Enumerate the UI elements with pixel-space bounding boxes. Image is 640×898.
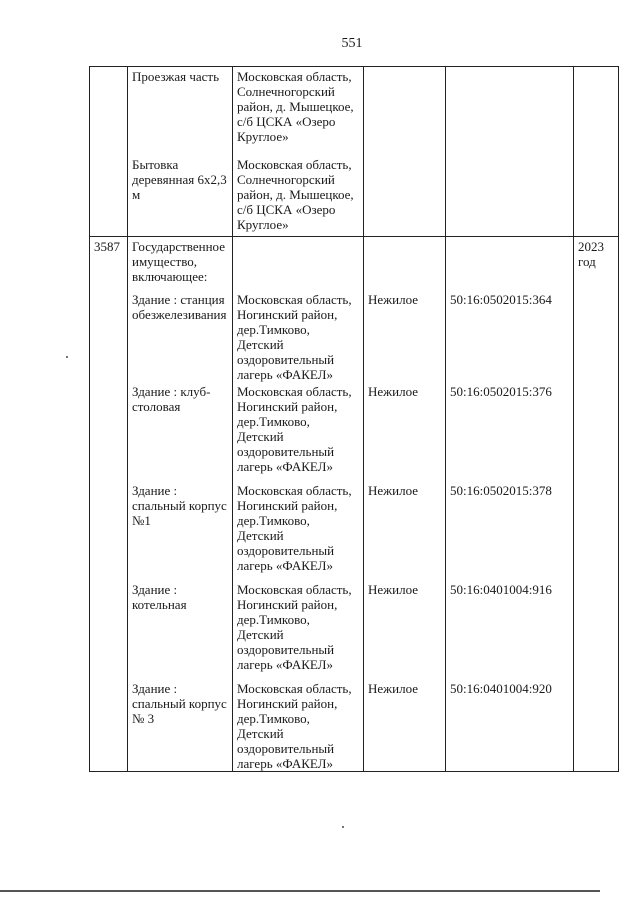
address-cell: Московская область, Солнечногорский район, д. Мышецкое, с/б ЦСКА «Озеро Круглое» (233, 155, 364, 237)
address-cell (233, 237, 364, 290)
item-name-cell: Здание : клуб-столовая (128, 382, 233, 481)
kind-cell (364, 155, 446, 237)
kind-cell: Нежилое (364, 290, 446, 382)
table-row (90, 580, 619, 679)
item-name-cell: Здание : спальный корпус №1 (128, 481, 233, 580)
year-cell (574, 155, 619, 237)
item-name-cell: Здание : станция обезжелезивания (128, 290, 233, 382)
item-name-cell: Здание : спальный корпус № 3 (128, 679, 233, 772)
kind-cell: Нежилое (364, 679, 446, 772)
cadastral-number-cell (446, 67, 574, 155)
address-cell: Московская область, Ногинский район, дер.Тимково, Детский оздоровительный лагерь «ФАКЕЛ» (233, 481, 364, 580)
address-cell: Московская область, Ногинский район, дер.Тимково, Детский оздоровительный лагерь «ФАКЕЛ» (233, 382, 364, 481)
kind-cell: Нежилое (364, 382, 446, 481)
kind-cell: Нежилое (364, 580, 446, 679)
table-row (90, 481, 619, 580)
year-cell (574, 580, 619, 679)
table-row (90, 382, 619, 481)
year-cell (574, 679, 619, 772)
address-cell: Московская область, Ногинский район, дер.Тимково, Детский оздоровительный лагерь «ФАКЕЛ» (233, 679, 364, 772)
row-number-cell (90, 67, 128, 155)
cadastral-number-cell (446, 237, 574, 290)
scan-edge-line (0, 890, 600, 892)
cadastral-number-cell: 50:16:0502015:378 (446, 481, 574, 580)
cadastral-number-cell: 50:16:0401004:920 (446, 679, 574, 772)
year-cell (574, 481, 619, 580)
row-number-cell (90, 580, 128, 679)
address-cell: Московская область, Солнечногорский район, д. Мышецкое, с/б ЦСКА «Озеро Круглое» (233, 67, 364, 155)
year-cell (574, 290, 619, 382)
address-cell: Московская область, Ногинский район, дер.Тимково, Детский оздоровительный лагерь «ФАКЕЛ» (233, 290, 364, 382)
kind-cell (364, 67, 446, 155)
cadastral-number-cell: 50:16:0502015:376 (446, 382, 574, 481)
item-name-cell: Бытовка деревянная 6х2,3 м (128, 155, 233, 237)
row-number-cell (90, 290, 128, 382)
item-name-cell: Здание : котельная (128, 580, 233, 679)
scan-speck (66, 356, 68, 358)
table-row (90, 237, 619, 290)
row-number-cell (90, 679, 128, 772)
table-row (90, 155, 619, 237)
property-registry-table (89, 66, 619, 772)
table-row (90, 290, 619, 382)
year-cell (574, 382, 619, 481)
row-number-cell (90, 155, 128, 237)
year-cell (574, 67, 619, 155)
address-cell: Московская область, Ногинский район, дер.Тимково, Детский оздоровительный лагерь «ФАКЕЛ» (233, 580, 364, 679)
row-number-cell: 3587 (90, 237, 128, 290)
row-number-cell (90, 481, 128, 580)
cadastral-number-cell: 50:16:0401004:916 (446, 580, 574, 679)
cadastral-number-cell: 50:16:0502015:364 (446, 290, 574, 382)
kind-cell (364, 237, 446, 290)
table-row (90, 679, 619, 772)
table-row (90, 67, 619, 155)
year-cell: 2023 год (574, 237, 619, 290)
item-name-cell: Государственное имущество, включающее: (128, 237, 233, 290)
item-name-cell: Проезжая часть (128, 67, 233, 155)
page-number: 551 (341, 36, 363, 51)
kind-cell: Нежилое (364, 481, 446, 580)
row-number-cell (90, 382, 128, 481)
scan-speck (342, 826, 344, 828)
cadastral-number-cell (446, 155, 574, 237)
